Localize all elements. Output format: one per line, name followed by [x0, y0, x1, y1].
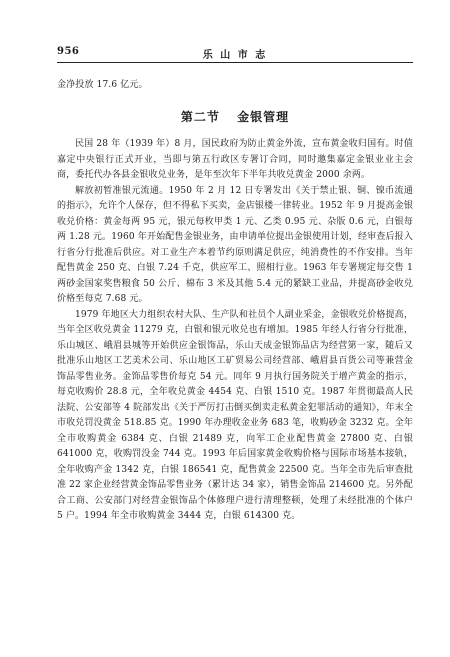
paragraph: 1979 年地区大力组织农村大队、生产队和社员个人副业采金，金银收兑价格提高，当年全区收兑黄金 11279 克，白银和银元收兑也有增加。1985 年经人行省分行批准，乐山城区、峨眉县城等开始供应金银饰品，乐山天成金银饰品店为经营第一家，随后又批准乐山地区工艺美术公司、乐山地区工矿贸易公司经营部、峨眉县百货公司等兼营金饰品零售业务。金饰品零售价每克 54 元。同年 9 月执行国务院关于增产黄金的指示，每克收购价 28.8 元，全年收兑黄金 4454 克、白银 1510 克。1987 年贯彻最高人民法院、公安部等 4 院部发出《关于严厉打击倒买倒卖走私黄金犯罪活动的通知》，年末全市收兑罚没黄金 518.85 克。1990 年办理收金业务 683 笔，收购砂金 3232 克。全年全市收购黄金 6384 克、白银 21489 克，向军工企业配售黄金 27800 克、白银 641000 克，收购罚没金 744 克。1993 年后国家黄金收购价格与国际市场基本接轨，全年收购产金 1342 克，白银 186541 克，配售黄金 22500 克。当年全市先后审查批准 22 家企业经营黄金饰品零售业务（累计达 34 家），销售金饰品 214600 克。另外配合工商、公安部门对经营金银饰品个体修理户进行清理整顿，处理了未经批准的个体户 5 户。1994 年全市收购黄金 3444 克，白银 614300 克。	[57, 309, 414, 521]
paragraph-continuation: 金净投放 17.6 亿元。	[57, 80, 148, 90]
paragraph: 民国 28 年（1939 年）8 月，国民政府为防止黄金外流，宣布黄金收归国有。时值嘉定中央银行正式开业，当即与第五行政区专署订合同，同时邀集嘉定金银业业主会商，委托代办各县金银收兑业务，是年至次年下半年共收兑黄金 2000 余两。	[57, 139, 413, 180]
paragraph: 解放初暂准银元流通。1950 年 2 月 12 日专署发出《关于禁止银、铜、镍币流通的指示》，允许个人保存，但不得私下买卖，金店银楼一律转业。1952 年 9 月提高金银收兑价格：黄金每两 95 元，银元每枚甲类 1 元、乙类 0.95 元、杂版 0.6 元，白银每两 1.28 元。1960 年开始配售金银业务，由申请单位提出金银使用计划，经审查后报入行省分行批准后供应。对工业生产本着节约原则满足供应，纯消费性的不作安排。当年配售黄金 250 克、白银 7.24 千克，供应军工、照相行业。1963 年专署规定每交售 1 两砂金国家奖售粮食 50 公斤、棉布 3 米及其他 5.4 元的紧缺工业品，并提高砂金收兑价格至每克 7.68 元。	[57, 185, 413, 304]
page-number: 956	[57, 46, 80, 57]
section-number: 第二节	[180, 109, 220, 124]
section-title	[57, 110, 413, 126]
header-rule	[57, 62, 413, 63]
page-body	[57, 78, 413, 525]
page-header	[57, 46, 413, 62]
running-head: 乐 山 市 志	[202, 50, 268, 61]
section-heading: 金银管理	[237, 109, 290, 124]
